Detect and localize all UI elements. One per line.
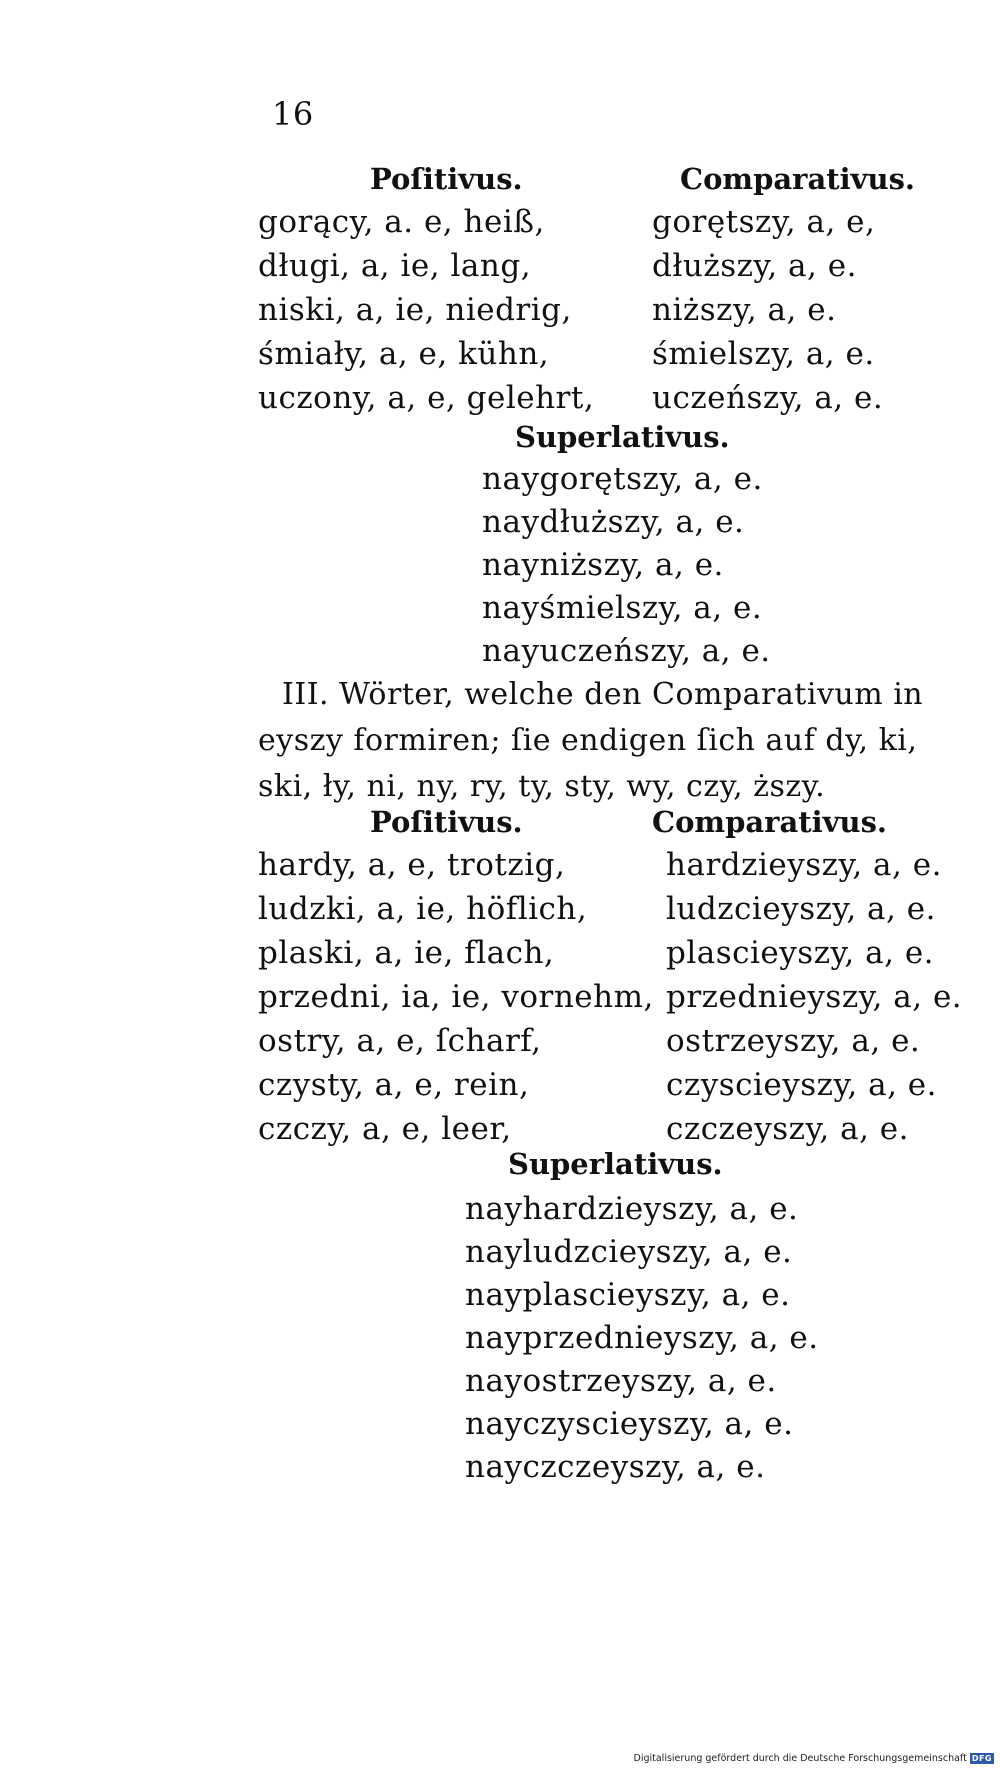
positive-entry: czysty, a, e, rein,	[258, 1067, 530, 1103]
digitization-credit	[634, 1753, 994, 1764]
comparative-heading: Comparativus.	[680, 162, 916, 196]
comparative-heading: Comparativus.	[652, 805, 888, 839]
positive-entry: przedni, ia, ie, vornehm,	[258, 979, 654, 1015]
positive-entry: plaski, a, ie, flach,	[258, 935, 555, 971]
superlative-entry: nayhardzieyszy, a, e.	[465, 1191, 799, 1227]
comparative-entry: gorętszy, a, e,	[652, 204, 876, 240]
superlative-entry: naydłuższy, a, e.	[482, 504, 745, 540]
comparative-entry: ostrzeyszy, a, e.	[666, 1023, 921, 1059]
positive-heading: Poſitivus.	[370, 805, 523, 839]
credit-text: Digitalisierung gefördert durch die Deutsche Forschungsgemeinschaft	[633, 1753, 967, 1764]
superlative-entry: nayprzednieyszy, a, e.	[465, 1320, 819, 1356]
section-heading-line: III. Wörter, welche den Comparativum in	[282, 677, 924, 712]
positive-entry: uczony, a, e, gelehrt,	[258, 380, 595, 416]
superlative-entry: nayplascieyszy, a, e.	[465, 1277, 791, 1313]
superlative-entry: nayczczeyszy, a, e.	[465, 1449, 766, 1485]
comparative-entry: uczeńszy, a, e.	[652, 380, 884, 416]
superlative-entry: nayuczeńszy, a, e.	[482, 633, 771, 669]
superlative-entry: naygorętszy, a, e.	[482, 461, 763, 497]
positive-entry: gorący, a. e, heiß,	[258, 204, 545, 240]
superlative-entry: nayśmielszy, a, e.	[482, 590, 763, 626]
positive-entry: długi, a, ie, lang,	[258, 248, 532, 284]
comparative-entry: przednieyszy, a, e.	[666, 979, 963, 1015]
positive-entry: śmiały, a, e, kühn,	[258, 336, 550, 372]
positive-entry: ostry, a, e, ſcharf,	[258, 1023, 542, 1059]
comparative-entry: czyscieyszy, a, e.	[666, 1067, 937, 1103]
superlative-entry: nayczyscieyszy, a, e.	[465, 1406, 794, 1442]
positive-entry: czczy, a, e, leer,	[258, 1111, 512, 1147]
superlative-entry: nayostrzeyszy, a, e.	[465, 1363, 777, 1399]
section-text-line: eyszy formiren; ſie endigen ſich auf dy, ki,	[258, 723, 918, 758]
dfg-logo: DFG	[971, 1754, 992, 1763]
superlative-entry: nayludzcieyszy, a, e.	[465, 1234, 793, 1270]
positive-heading: Poſitivus.	[370, 162, 523, 196]
comparative-entry: czczeyszy, a, e.	[666, 1111, 909, 1147]
comparative-entry: plascieyszy, a, e.	[666, 935, 935, 971]
positive-entry: niski, a, ie, niedrig,	[258, 292, 572, 328]
comparative-entry: niższy, a, e.	[652, 292, 837, 328]
comparative-entry: dłuższy, a, e.	[652, 248, 857, 284]
superlative-heading: Superlativus.	[508, 1147, 723, 1181]
superlative-heading: Superlativus.	[515, 420, 730, 454]
positive-entry: ludzki, a, ie, höflich,	[258, 891, 588, 927]
page-number: 16	[272, 95, 314, 133]
superlative-entry: nayniższy, a, e.	[482, 547, 724, 583]
positive-entry: hardy, a, e, trotzig,	[258, 847, 566, 883]
section-text-line: ski, ły, ni, ny, ry, ty, sty, wy, czy, ższy.	[258, 769, 826, 804]
comparative-entry: hardzieyszy, a, e.	[666, 847, 942, 883]
comparative-entry: śmielszy, a, e.	[652, 336, 875, 372]
comparative-entry: ludzcieyszy, a, e.	[666, 891, 936, 927]
